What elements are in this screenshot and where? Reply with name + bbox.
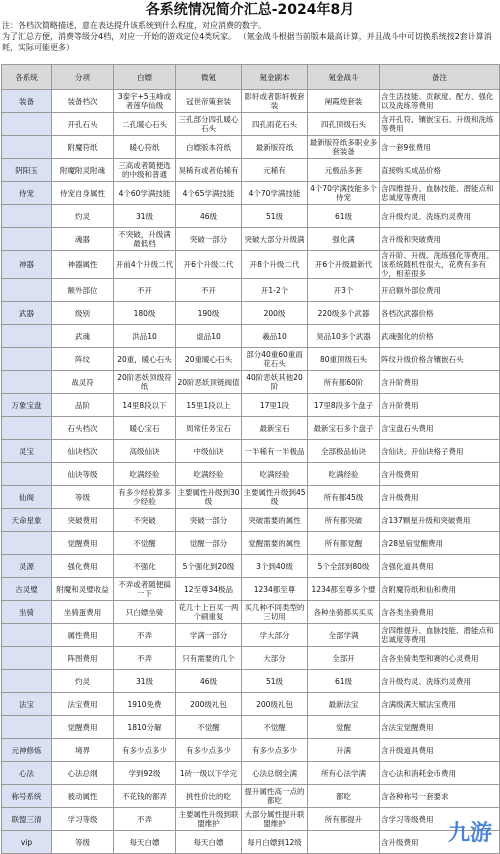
table-cell: 每月白嫖到12级 xyxy=(242,831,308,854)
table-cell: 觉醒 xyxy=(308,716,380,739)
table-cell: 魂器 xyxy=(52,228,114,251)
table-row xyxy=(2,440,500,463)
table-cell: 洪品10 xyxy=(114,325,176,348)
table-cell: 有多少点多少 xyxy=(176,739,242,762)
table-cell: 只白嫖坐骑 xyxy=(114,601,176,624)
table-row xyxy=(2,228,500,251)
table-row xyxy=(2,182,500,205)
table-cell: 附魔附灵附魂 xyxy=(52,159,114,182)
table-cell: 最新版符纸多职业多套装备 xyxy=(308,136,380,159)
table-cell: 全部极品仙诀 xyxy=(308,440,380,463)
table-cell: 不突破，升级满最低档 xyxy=(114,228,176,251)
table-cell: 不突破 xyxy=(114,509,176,532)
remark-cell: 含四维提升、血脉技能、潜能点和忠诚度等费用 xyxy=(380,624,500,647)
table-cell: 15里1段以上 xyxy=(176,394,242,417)
table-cell: 所有都觉醒 xyxy=(308,532,380,555)
table-cell: 仙诀等级 xyxy=(52,463,114,486)
remark-cell: 含四维提升、血脉技能、潜能点和忠诚度等费用 xyxy=(380,182,500,205)
table-cell: 武魂 xyxy=(52,325,114,348)
table-cell: 四孔顶级石头 xyxy=(308,113,380,136)
table-cell: 战灵符 xyxy=(52,371,114,394)
table-cell: 强化费用 xyxy=(52,555,114,578)
table-cell: 所有都提升 xyxy=(308,808,380,831)
table-cell: 每天白嫖 xyxy=(176,831,242,854)
table-cell: 1810分解 xyxy=(114,716,176,739)
table-cell: 全部学满 xyxy=(308,624,380,647)
remark-cell: 含生活技能、贡献度、配方、强化以及洗练等费用 xyxy=(380,90,500,113)
table-cell: 挑性价比的吃 xyxy=(176,785,242,808)
table-row xyxy=(2,739,500,762)
table-cell: 80重顶级石头 xyxy=(308,348,380,371)
remark-cell: 各档次武器价格 xyxy=(380,302,500,325)
table-cell: 4个70学满技能多个侍宠 xyxy=(308,182,380,205)
table-cell: 所有都突破 xyxy=(308,509,380,532)
system-cell xyxy=(2,670,52,693)
table-cell: 只有需要的几个 xyxy=(176,647,242,670)
table-cell: 3泰宇+5玉峰或者莲华仙级 xyxy=(114,90,176,113)
table-cell: 被动属性 xyxy=(52,785,114,808)
table-cell: 开1-2个 xyxy=(242,279,308,302)
table-cell: 灼灵 xyxy=(52,205,114,228)
table-row xyxy=(2,348,500,371)
remark-cell: 含升阶、升级、洗练强化等费用。该系统随机性很大，花费有多有少，相差很多 xyxy=(380,251,500,279)
table-cell: 大部分属性提升联盟维护 xyxy=(242,808,308,831)
remark-cell: 阵纹升级价格含镶嵌石头 xyxy=(380,348,500,371)
remark-cell: 武魂强化的价格 xyxy=(380,325,500,348)
table-row xyxy=(2,463,500,486)
table-cell: 不开 xyxy=(176,279,242,302)
system-cell xyxy=(2,279,52,302)
table-cell: 不弄或者随便搞一下 xyxy=(114,578,176,601)
table-row xyxy=(2,693,500,716)
table-cell: 暖心符纸 xyxy=(114,136,176,159)
table-cell: 吃满经验 xyxy=(308,463,380,486)
table-cell: 学到92级 xyxy=(114,762,176,785)
table-cell: 昊品10多个武器 xyxy=(308,325,380,348)
table-cell: 不花钱的都弄 xyxy=(114,785,176,808)
table-cell: 51级 xyxy=(242,670,308,693)
system-cell: 侍宠 xyxy=(2,182,52,205)
table-cell: 200级礼包 xyxy=(242,693,308,716)
system-cell: 装备 xyxy=(2,90,52,113)
table-cell: 所有都45级 xyxy=(308,486,380,509)
table-cell: 31级 xyxy=(114,205,176,228)
summary-table xyxy=(1,64,500,854)
remark-cell: 含升阶费用 xyxy=(380,394,500,417)
table-cell: 花几十上百买一两个刷重复 xyxy=(176,601,242,624)
table-cell: 三孔部分四孔暖心石头 xyxy=(176,113,242,136)
system-cell: 万象宝盘 xyxy=(2,394,52,417)
table-row xyxy=(2,113,500,136)
table-cell: 46级 xyxy=(176,670,242,693)
table-row xyxy=(2,601,500,624)
table-cell: 吃满经验 xyxy=(176,463,242,486)
table-row xyxy=(2,205,500,228)
remark-cell: 含附魔符纸和仙和费用 xyxy=(380,578,500,601)
remark-cell: 含强化道具费用 xyxy=(380,555,500,578)
table-cell: 三高或者随便选的中级和普通 xyxy=(114,159,176,182)
system-cell xyxy=(2,325,52,348)
table-cell: 61级 xyxy=(308,670,380,693)
table-cell: 开孔石头 xyxy=(52,113,114,136)
table-cell: 1234都至尊 xyxy=(242,578,308,601)
table-cell: 主要属性升级到45级 xyxy=(242,486,308,509)
table-cell: 周常任务宝石 xyxy=(176,417,242,440)
system-cell xyxy=(2,228,52,251)
remark-cell: 含各坐骑类型和赛的心灵费用 xyxy=(380,647,500,670)
table-row xyxy=(2,417,500,440)
table-cell: 51级 xyxy=(242,205,308,228)
remark-cell: 含升级和突破费用 xyxy=(380,228,500,251)
table-cell: 180级 xyxy=(114,302,176,325)
table-cell: 61级 xyxy=(308,205,380,228)
header-paid-dungeon: 氪金副本 xyxy=(242,65,308,90)
table-cell: 每天白嫖 xyxy=(114,831,176,854)
table-cell: 不觉醒 xyxy=(114,532,176,555)
table-cell: 不强化 xyxy=(114,555,176,578)
remark-cell: 含137颗星升级和突破费用 xyxy=(380,509,500,532)
table-cell: 阵图费用 xyxy=(52,647,114,670)
table-cell: 4个70学满技能 xyxy=(242,182,308,205)
table-row xyxy=(2,808,500,831)
table-cell: 突破一部分 xyxy=(176,509,242,532)
system-cell: 灵宝 xyxy=(2,440,52,463)
table-cell: 装备档次 xyxy=(52,90,114,113)
system-cell xyxy=(2,348,52,371)
table-cell: 一半稀有一半极品 xyxy=(242,440,308,463)
system-cell: 心法 xyxy=(2,762,52,785)
table-cell: 心法总纲 xyxy=(52,762,114,785)
table-cell: 四孔雨花石头 xyxy=(242,113,308,136)
header-row xyxy=(2,65,500,90)
table-row xyxy=(2,279,500,302)
table-cell: 提升属性高一点的都吃 xyxy=(242,785,308,808)
remark-cell: 含升级道具费用 xyxy=(380,739,500,762)
header-item: 分项 xyxy=(52,65,114,90)
table-cell: 12至尊34极品 xyxy=(176,578,242,601)
table-cell: 突破一部分 xyxy=(176,228,242,251)
system-cell xyxy=(2,532,52,555)
table-cell: 46级 xyxy=(176,205,242,228)
table-row xyxy=(2,509,500,532)
remark-cell: 含升级灼灵、洗练灼灵费用 xyxy=(380,670,500,693)
table-cell: 升满 xyxy=(308,739,380,762)
table-cell: 二孔暖心石头 xyxy=(114,113,176,136)
table-cell: 境界 xyxy=(52,739,114,762)
table-cell: 灼灵 xyxy=(52,670,114,693)
table-cell: 最新宝石多个盘子 xyxy=(308,417,380,440)
table-cell: 属性费用 xyxy=(52,624,114,647)
table-cell: 影轩或者影轩极套装 xyxy=(242,90,308,113)
remark-cell: 含28星宿觉醒费用 xyxy=(380,532,500,555)
remark-cell: 含学习等级费用 xyxy=(380,808,500,831)
header-paid-combat: 氪金战斗 xyxy=(308,65,380,90)
header-remark: 备注 xyxy=(380,65,500,90)
table-cell: 最新版符纸 xyxy=(242,136,308,159)
system-cell: 法宝 xyxy=(2,693,52,716)
remark-cell: 含各种称号一套要求 xyxy=(380,785,500,808)
remark-cell: 含各类坐骑费用 xyxy=(380,601,500,624)
table-cell: 心法总纲全满 xyxy=(242,762,308,785)
system-cell: vip xyxy=(2,831,52,854)
table-cell: 坐骑蛋费用 xyxy=(52,601,114,624)
note-line: 为了汇总方便，消费等级分4档，对应一开始的游戏定位4类玩家。 （氪金战斗根据当前版本最高计算，并且战斗中可切换系统按2套计算消耗，实际可能更多） xyxy=(2,31,498,53)
remark-cell: 直接购买成品价格 xyxy=(380,159,500,182)
table-cell: 暖心宝石 xyxy=(114,417,176,440)
table-cell: 觉醒需要的属性 xyxy=(242,532,308,555)
remark-cell: 含升阶费用 xyxy=(380,371,500,394)
table-cell: 所有心法学满 xyxy=(308,762,380,785)
note-line: 注：各档次简略描述，意在表达提升该系统到什么程度，对应消费的数字。 xyxy=(2,20,498,31)
table-cell: 不开 xyxy=(114,279,176,302)
table-cell: 法宝费用 xyxy=(52,693,114,716)
table-row xyxy=(2,325,500,348)
table-cell: 元稀有 xyxy=(242,159,308,182)
table-cell: 强化满 xyxy=(308,228,380,251)
table-cell: 虚品10 xyxy=(176,325,242,348)
table-cell: 全部开 xyxy=(308,647,380,670)
table-cell: 1910免费 xyxy=(114,693,176,716)
system-cell: 坐骑 xyxy=(2,601,52,624)
table-cell: 5个全部到80级 xyxy=(308,555,380,578)
table-cell: 觉醒费用 xyxy=(52,716,114,739)
remark-cell: 开启额外部位费用 xyxy=(380,279,500,302)
table-row xyxy=(2,394,500,417)
document-title: 各系统情况简介汇总-2024年8月 xyxy=(0,0,500,20)
table-cell: 阵纹 xyxy=(52,348,114,371)
table-cell: 5个强化到20级 xyxy=(176,555,242,578)
table-cell: 200级礼包 xyxy=(176,693,242,716)
system-cell xyxy=(2,716,52,739)
table-cell: 有多少点多少 xyxy=(242,739,308,762)
header-system: 各系统 xyxy=(2,65,52,90)
table-row xyxy=(2,302,500,325)
system-cell xyxy=(2,136,52,159)
system-cell xyxy=(2,624,52,647)
table-cell: 突破费用 xyxy=(52,509,114,532)
table-cell: 开3个 xyxy=(308,279,380,302)
remark-cell: 含一套9张费用 xyxy=(380,136,500,159)
table-row xyxy=(2,831,500,854)
table-cell: 20阶恶妖顶级符纸 xyxy=(114,371,176,394)
system-cell: 仙阁 xyxy=(2,486,52,509)
table-cell: 200级 xyxy=(242,302,308,325)
table-cell: 开前4个升级二代 xyxy=(114,251,176,279)
table-cell: 17里1段 xyxy=(242,394,308,417)
system-cell xyxy=(2,113,52,136)
table-cell: 不觉醒 xyxy=(176,716,242,739)
table-row xyxy=(2,136,500,159)
table-row xyxy=(2,785,500,808)
table-cell: 羲品10 xyxy=(242,325,308,348)
remark-cell: 含开孔符、镶嵌宝石、升级和洗练等费用 xyxy=(380,113,500,136)
table-cell: 侍宠自身属性 xyxy=(52,182,114,205)
system-cell xyxy=(2,371,52,394)
table-cell: 开6个升级最新代 xyxy=(308,251,380,279)
table-cell: 学满一部分 xyxy=(176,624,242,647)
table-cell: 190级 xyxy=(176,302,242,325)
remark-cell: 含心法和消耗金币费用 xyxy=(380,762,500,785)
remark-cell: 含升级灼灵、洗练灼灵费用 xyxy=(380,205,500,228)
table-cell: 吃满经验 xyxy=(114,463,176,486)
header-light: 微氪 xyxy=(176,65,242,90)
table-cell: 部分40重60重雨花石头 xyxy=(242,348,308,371)
table-cell: 主要属性升级到30级 xyxy=(176,486,242,509)
table-cell: 突破大部分升级满 xyxy=(242,228,308,251)
table-row xyxy=(2,486,500,509)
table-cell: 所有都60阶 xyxy=(308,371,380,394)
table-cell: 有多少经验算多少经验 xyxy=(114,486,176,509)
table-cell: 觉醒费用 xyxy=(52,532,114,555)
table-cell: 元极品多套 xyxy=(308,159,380,182)
table-row xyxy=(2,159,500,182)
table-cell: 石头档次 xyxy=(52,417,114,440)
table-cell: 20重，暖心石头 xyxy=(114,348,176,371)
table-cell: 1砖一级以下学完 xyxy=(176,762,242,785)
table-cell: 吃满经验 xyxy=(242,463,308,486)
remark-cell: 含法宝觉醒费用 xyxy=(380,716,500,739)
table-row xyxy=(2,624,500,647)
remark-cell: 含升级费用 xyxy=(380,831,500,854)
table-row xyxy=(2,371,500,394)
table-cell: 开8个升级二代 xyxy=(242,251,308,279)
system-cell xyxy=(2,647,52,670)
table-cell: 最新宝石 xyxy=(242,417,308,440)
system-cell: 阴阳玉 xyxy=(2,159,52,182)
table-cell: 不弄 xyxy=(114,624,176,647)
system-cell xyxy=(2,205,52,228)
table-cell: 40阶恶妖其他20阶 xyxy=(242,371,308,394)
table-cell: 都吃 xyxy=(308,785,380,808)
remark-cell: 含宝盘石头费用 xyxy=(380,417,500,440)
table-cell: 4个60学满技能 xyxy=(114,182,176,205)
table-cell: 3个到40级 xyxy=(242,555,308,578)
table-cell: 觉醒一部分 xyxy=(176,532,242,555)
system-cell: 称号系统 xyxy=(2,785,52,808)
table-cell: 等级 xyxy=(52,831,114,854)
system-cell: 古灵璧 xyxy=(2,578,52,601)
watermark-logo: 九游 xyxy=(448,816,492,847)
table-cell: 级别 xyxy=(52,302,114,325)
table-cell: 高级仙诀 xyxy=(114,440,176,463)
remark-cell: 含仙诀、开仙诀格子费用 xyxy=(380,440,500,463)
system-cell: 灵源 xyxy=(2,555,52,578)
table-row xyxy=(2,762,500,785)
table-cell: 等级 xyxy=(52,486,114,509)
table-row xyxy=(2,555,500,578)
table-cell: 有多少点多少 xyxy=(114,739,176,762)
table-row xyxy=(2,670,500,693)
system-cell xyxy=(2,417,52,440)
remark-cell: 含升级费用 xyxy=(380,486,500,509)
table-cell: 4个65学满技能 xyxy=(176,182,242,205)
table-cell: 品阶 xyxy=(52,394,114,417)
table-cell: 突破需要的属性 xyxy=(242,509,308,532)
system-cell: 神器 xyxy=(2,251,52,279)
table-cell: 中级仙诀 xyxy=(176,440,242,463)
table-cell: 20阶恶妖顶链阀值 xyxy=(176,371,242,394)
table-row xyxy=(2,251,500,279)
table-cell xyxy=(308,831,380,854)
table-cell: 20重暖心石头 xyxy=(176,348,242,371)
table-cell: 各种坐骑都买买买 xyxy=(308,601,380,624)
system-cell: 武器 xyxy=(2,302,52,325)
table-cell: 神器属性 xyxy=(52,251,114,279)
table-row xyxy=(2,716,500,739)
table-cell: 阐霞煌套装 xyxy=(308,90,380,113)
table-cell: 1234都至尊多个璧 xyxy=(308,578,380,601)
table-row xyxy=(2,90,500,113)
system-cell: 联盟三清 xyxy=(2,808,52,831)
table-cell: 附魔符纸 xyxy=(52,136,114,159)
table-row xyxy=(2,578,500,601)
remark-cell: 含满级满天赋法宝费用 xyxy=(380,693,500,716)
table-cell: 昊稀有或者佑稀有 xyxy=(176,159,242,182)
table-cell: 白嫖版本符纸 xyxy=(176,136,242,159)
notes-block xyxy=(0,20,500,64)
table-cell: 冠世帝策套装 xyxy=(176,90,242,113)
remark-cell: 含升级费用 xyxy=(380,463,500,486)
table-cell: 不弄 xyxy=(114,808,176,831)
table-row xyxy=(2,532,500,555)
table-cell: 学习等级 xyxy=(52,808,114,831)
table-cell: 附魔和灵璧收益 xyxy=(52,578,114,601)
table-cell: 买几种不同类型的三切用 xyxy=(242,601,308,624)
system-cell: 天命星象 xyxy=(2,509,52,532)
table-row xyxy=(2,647,500,670)
header-free: 白嫖 xyxy=(114,65,176,90)
system-cell: 元神修炼 xyxy=(2,739,52,762)
table-cell: 开6个升级二代 xyxy=(176,251,242,279)
table-cell: 仙诀档次 xyxy=(52,440,114,463)
table-cell: 31级 xyxy=(114,670,176,693)
table-cell: 主要属性升级到联盟维护 xyxy=(176,808,242,831)
table-cell: 不弄 xyxy=(114,647,176,670)
table-cell: 14里8段以下 xyxy=(114,394,176,417)
system-cell xyxy=(2,463,52,486)
table-cell: 不觉醒 xyxy=(242,716,308,739)
table-cell: 额外部位 xyxy=(52,279,114,302)
table-cell: 大部分 xyxy=(242,647,308,670)
table-cell: 学大部分 xyxy=(242,624,308,647)
table-cell: 220级多个武器 xyxy=(308,302,380,325)
table-cell: 最新法宝 xyxy=(308,693,380,716)
table-cell: 17里8段多个盘子 xyxy=(308,394,380,417)
